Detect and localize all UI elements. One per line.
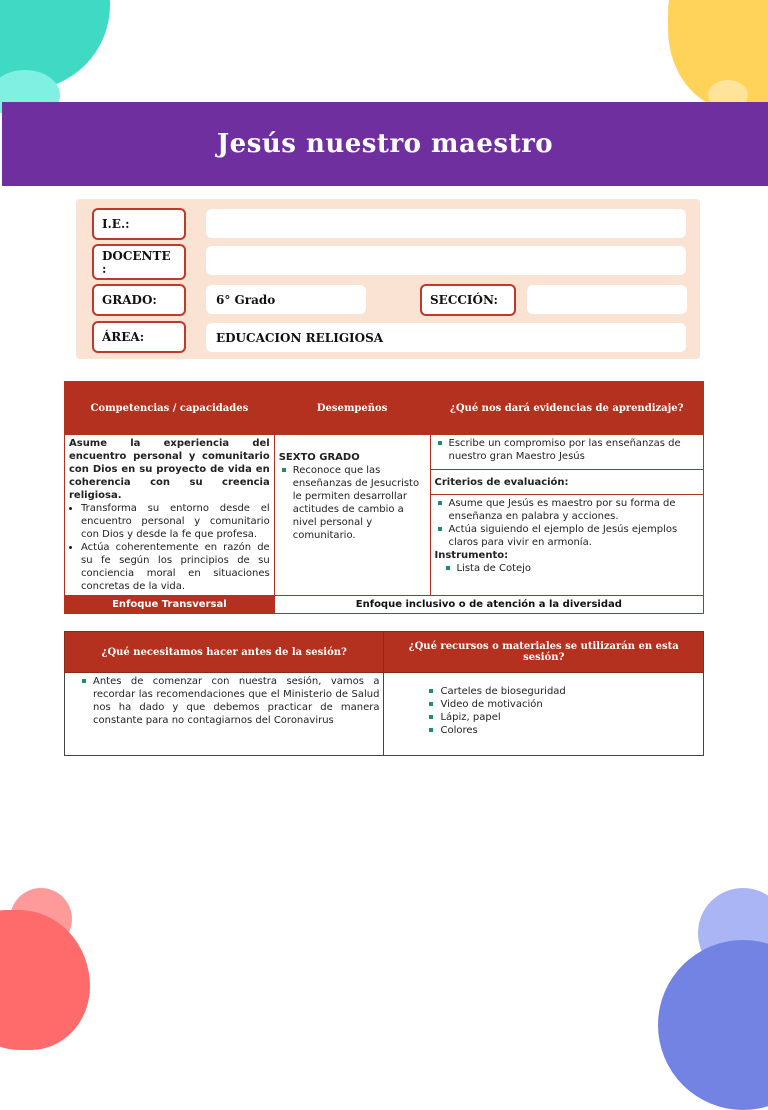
seccion-field[interactable] <box>527 285 687 314</box>
desempenos-cell <box>274 435 430 596</box>
area-label: ÁREA: <box>92 321 186 353</box>
recurso-item: Carteles de bioseguridad <box>440 685 699 698</box>
header-antes: ¿Qué necesitamos hacer antes de la sesión? <box>65 632 384 673</box>
criterios-label: Criterios de evaluación: <box>430 470 704 495</box>
recurso-item: Video de motivación <box>440 698 699 711</box>
ie-field[interactable] <box>206 209 686 238</box>
recurso-item: Lápiz, papel <box>440 711 699 724</box>
docente-label: DOCENTE : <box>92 244 186 280</box>
desempeno-item: Reconoce que las enseñanzas de Jesucristo le permiten desarrollar actitudes de cambio a nivel personal y comunitario. <box>293 464 426 542</box>
criterio-item: Asume que Jesús es maestro por su forma de enseñanza en palabra y acciones. <box>449 497 700 523</box>
instrumento-item: Lista de Cotejo <box>457 562 700 575</box>
seccion-label: SECCIÓN: <box>420 284 516 316</box>
header-evidencias: ¿Qué nos dará evidencias de aprendizaje? <box>430 382 704 435</box>
info-panel <box>76 199 700 359</box>
ie-label: I.E.: <box>92 208 186 240</box>
antes-item: Antes de comenzar con nuestra sesión, vamos a recordar las recomendaciones que el Ministerio de Salud nos ha dado y que debemos practicar de manera constante para no contagiarnos del Coronavirus <box>93 676 380 726</box>
sesion-table <box>64 631 704 756</box>
recurso-item: Colores <box>440 724 699 737</box>
docente-field[interactable] <box>206 246 686 275</box>
criterios-cell <box>430 495 704 596</box>
competencias-table <box>64 381 704 614</box>
header-recursos: ¿Qué recursos o materiales se utilizarán en esta sesión? <box>384 632 704 673</box>
evidencias-cell <box>430 435 704 470</box>
decorative-blob-red <box>0 910 90 1050</box>
decorative-blob-blue <box>658 940 768 1110</box>
header-desempenos: Desempeños <box>274 382 430 435</box>
grado-label: GRADO: <box>92 284 186 316</box>
header-competencias: Competencias / capacidades <box>65 382 275 435</box>
desempeno-grade: SEXTO GRADO <box>278 452 360 463</box>
capacidad-item: • Transforma su entorno desde el encuentro personal y comunitario con Dios y desde la fe que profesa. <box>81 502 270 541</box>
area-field[interactable]: EDUCACION RELIGIOSA <box>206 323 686 352</box>
enfoque-label: Enfoque Transversal <box>65 596 275 614</box>
recursos-cell <box>384 673 704 756</box>
antes-cell <box>65 673 384 756</box>
grado-field[interactable]: 6° Grado <box>206 285 366 314</box>
enfoque-value: Enfoque inclusivo o de atención a la diversidad <box>274 596 703 614</box>
competencias-cell <box>65 435 275 596</box>
evidencia-item: Escribe un compromiso por las enseñanzas de nuestro gran Maestro Jesús <box>449 437 700 463</box>
competencia-title: Asume la experiencia del encuentro personal y comunitario con Dios en su proyecto de vida en coherencia con su creencia religiosa. <box>69 438 270 501</box>
page-title: Jesús nuestro maestro <box>2 102 768 186</box>
capacidad-item: • Actúa coherentemente en razón de su fe según los principios de su conciencia moral en situaciones concretas de la vida. <box>81 541 270 593</box>
criterio-item: Actúa siguiendo el ejemplo de Jesús ejemplos claros para vivir en armonía. <box>449 523 700 549</box>
instrumento-label: Instrumento: <box>434 550 509 561</box>
